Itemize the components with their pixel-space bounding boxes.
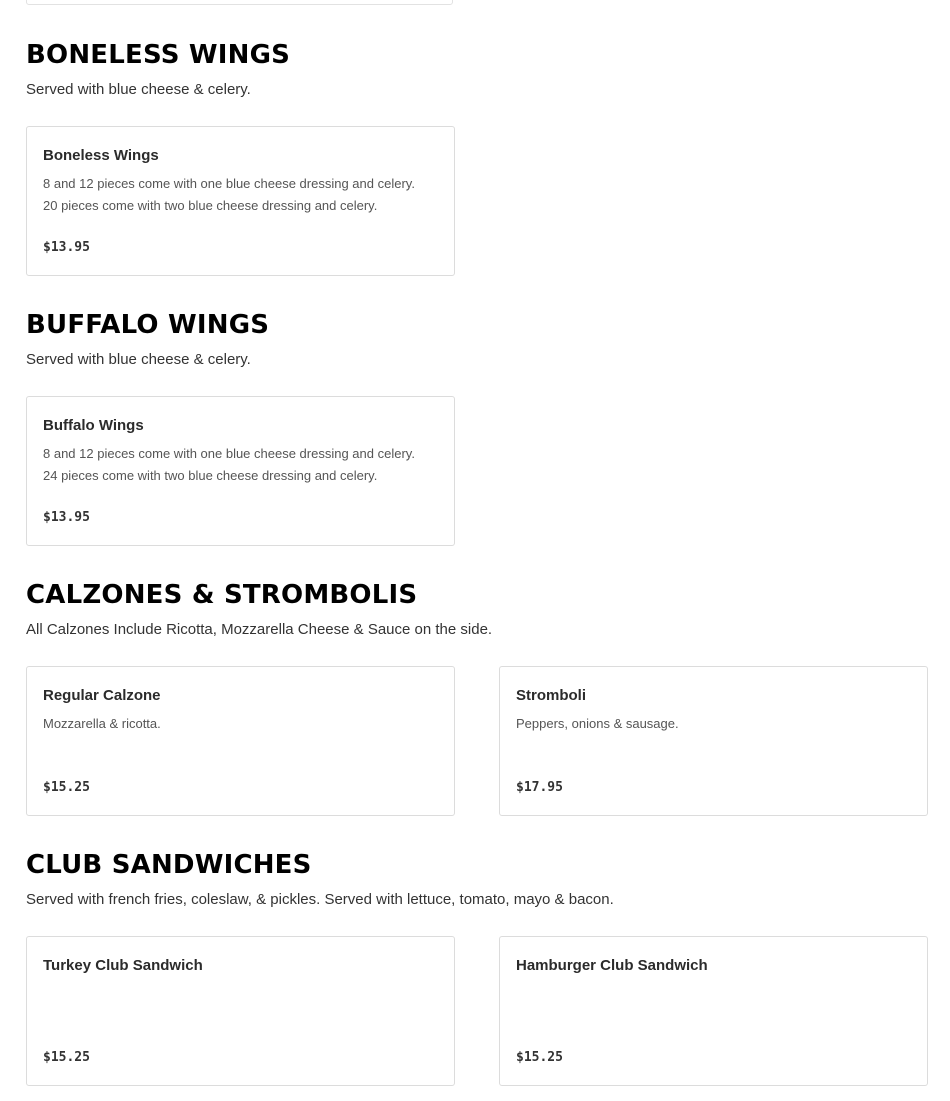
menu-item-card[interactable]: [26, 126, 455, 276]
section-description: Served with blue cheese & celery.: [26, 351, 251, 368]
item-description: 8 and 12 pieces come with one blue cheese dressing and celery. 20 pieces come with two blue cheese dressing and celery.: [43, 176, 415, 213]
section-club-sandwiches: [26, 850, 928, 1065]
menu-item-card[interactable]: [26, 936, 455, 1086]
section-buffalo-wings: [26, 310, 928, 525]
section-description: Served with french fries, coleslaw, & pickles. Served with lettuce, tomato, mayo & bacon.: [26, 891, 614, 908]
item-name: Buffalo Wings: [43, 417, 144, 434]
item-price: $15.25: [516, 1050, 563, 1065]
section-boneless-wings: [26, 40, 928, 255]
menu-item-grid: [26, 936, 928, 1086]
menu-item-card[interactable]: [499, 666, 928, 816]
item-name: Regular Calzone: [43, 687, 161, 704]
section-calzones-strombolis: [26, 580, 928, 795]
item-price: $13.95: [43, 510, 90, 525]
item-name: Hamburger Club Sandwich: [516, 957, 708, 974]
menu-item-grid: [26, 666, 928, 816]
item-price: $17.95: [516, 780, 563, 795]
item-name: Turkey Club Sandwich: [43, 957, 203, 974]
section-description: All Calzones Include Ricotta, Mozzarella Cheese & Sauce on the side.: [26, 621, 493, 638]
section-title: CALZONES & STROMBOLIS: [26, 580, 418, 610]
item-price: $15.25: [43, 1050, 90, 1065]
menu-item-card-previous[interactable]: [26, 0, 453, 5]
item-description: 8 and 12 pieces come with one blue cheese dressing and celery. 24 pieces come with two blue cheese dressing and celery.: [43, 446, 415, 483]
item-name: Stromboli: [516, 687, 586, 704]
item-price: $13.95: [43, 240, 90, 255]
item-description: Peppers, onions & sausage.: [516, 716, 679, 731]
item-description: Mozzarella & ricotta.: [43, 716, 161, 731]
menu-item-card[interactable]: [26, 666, 455, 816]
section-title: BUFFALO WINGS: [26, 310, 270, 340]
item-name: Boneless Wings: [43, 147, 159, 164]
section-title: BONELESS WINGS: [26, 40, 291, 70]
menu-item-card[interactable]: [499, 936, 928, 1086]
section-title: CLUB SANDWICHES: [26, 850, 312, 880]
section-description: Served with blue cheese & celery.: [26, 81, 251, 98]
menu-item-grid: [26, 396, 928, 546]
item-price: $15.25: [43, 780, 90, 795]
menu-item-card[interactable]: [26, 396, 455, 546]
menu-item-grid: [26, 126, 928, 276]
